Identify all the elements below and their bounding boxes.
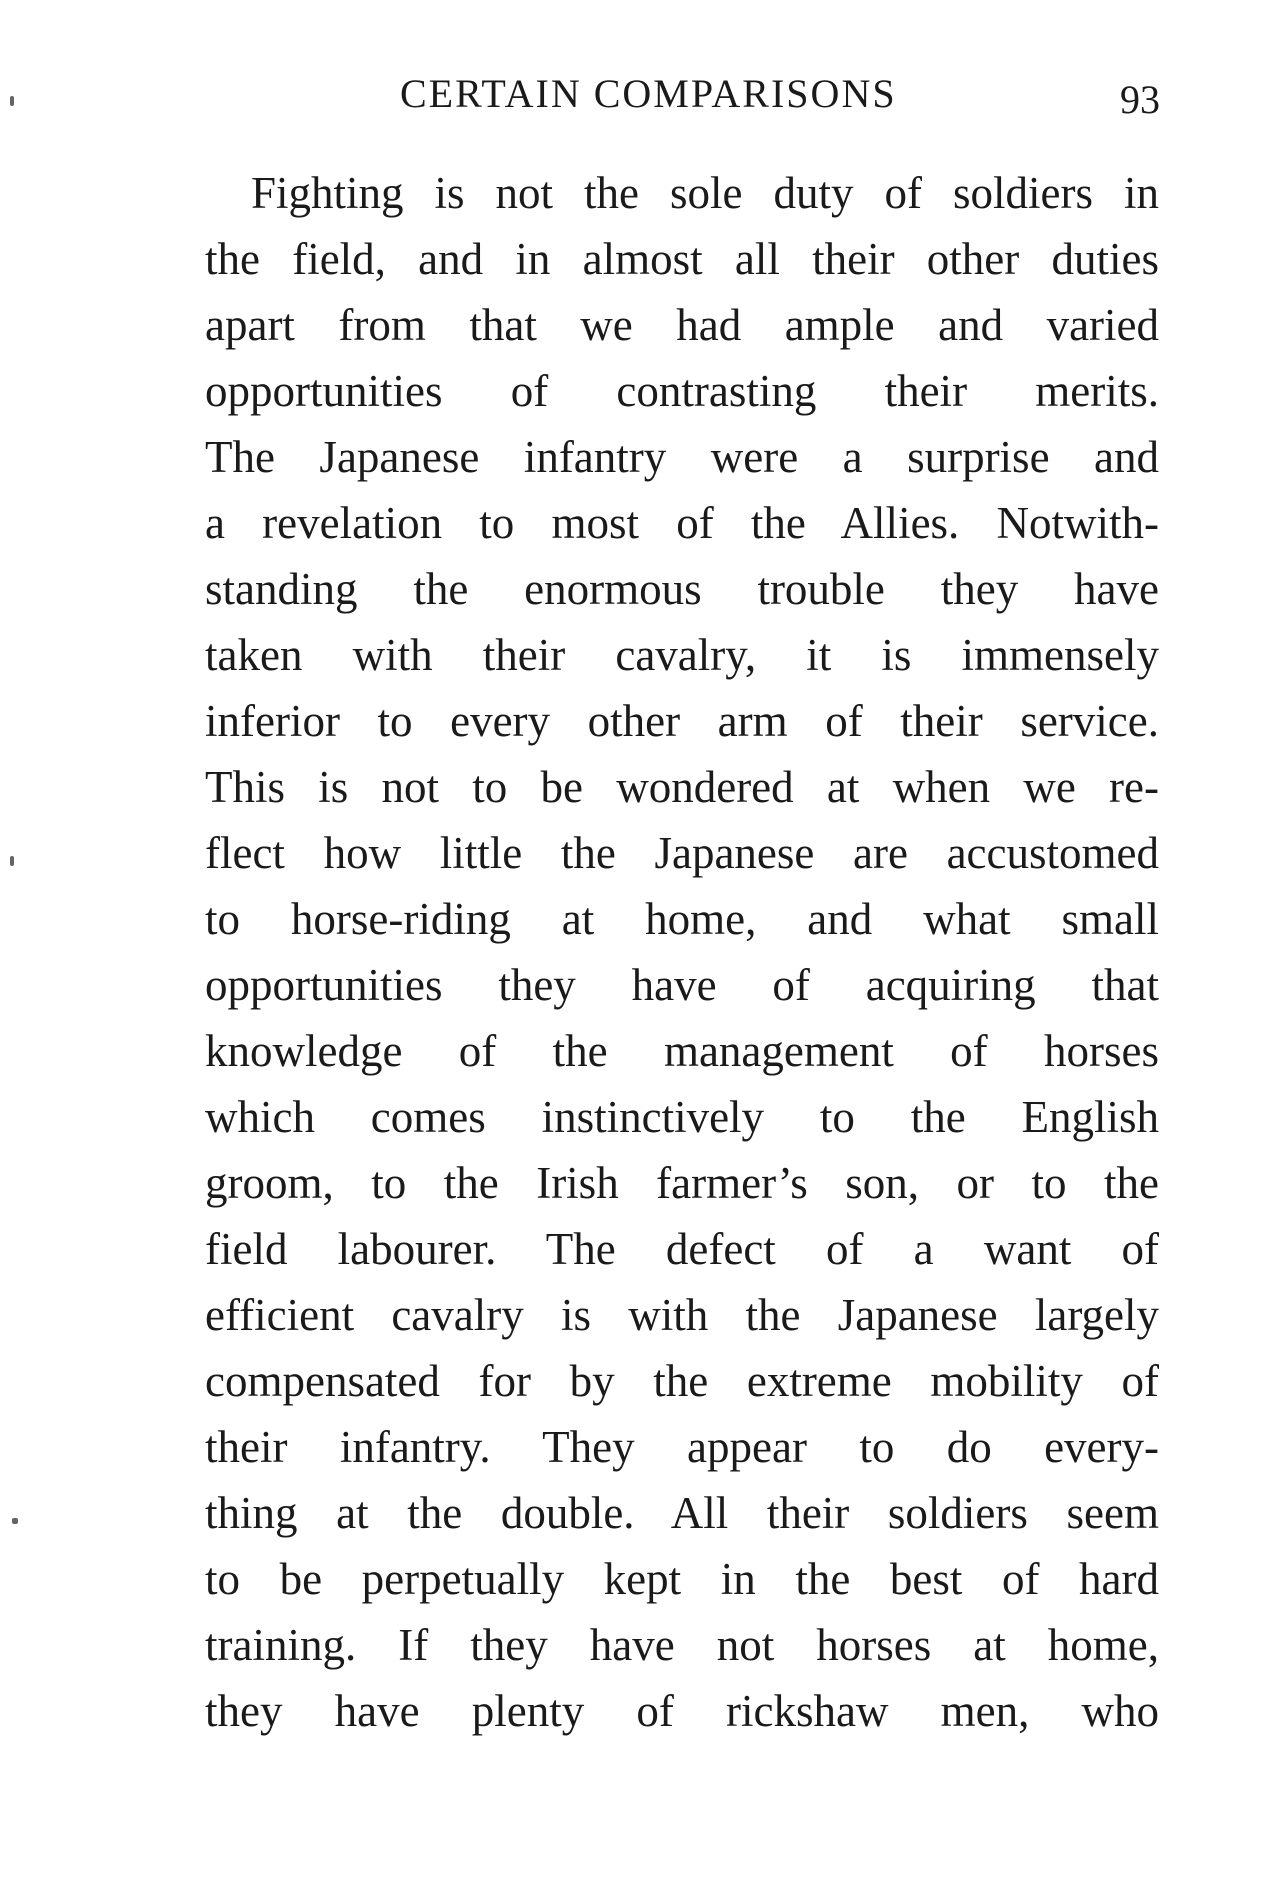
scan-speck bbox=[12, 1518, 18, 1524]
running-head bbox=[200, 66, 1160, 122]
text-line: to horse-riding at home, and what small bbox=[205, 894, 1159, 944]
text-line: their infantry. They appear to do every- bbox=[205, 1422, 1159, 1472]
text-line: opportunities of contrasting their merits. bbox=[205, 366, 1159, 416]
text-line: apart from that we had ample and varied bbox=[205, 300, 1159, 350]
scan-speck bbox=[10, 96, 14, 106]
scan-speck bbox=[10, 856, 14, 866]
text-line: to be perpetually kept in the best of hard bbox=[205, 1554, 1159, 1604]
text-line: inferior to every other arm of their service. bbox=[205, 696, 1159, 746]
text-line: field labourer. The defect of a want of bbox=[205, 1224, 1159, 1274]
text-line: groom, to the Irish farmer’s son, or to the bbox=[205, 1158, 1159, 1208]
text-line: they have plenty of rickshaw men, who bbox=[205, 1686, 1159, 1736]
body-text bbox=[205, 160, 1159, 1744]
text-line: Fighting is not the sole duty of soldiers in bbox=[251, 168, 1159, 218]
text-line: compensated for by the extreme mobility of bbox=[205, 1356, 1159, 1406]
text-line: the field, and in almost all their other duties bbox=[205, 234, 1159, 284]
text-line: a revelation to most of the Allies. Notwith- bbox=[205, 498, 1159, 548]
running-title: CERTAIN COMPARISONS bbox=[400, 71, 897, 116]
text-line: This is not to be wondered at when we re- bbox=[205, 762, 1159, 812]
text-line: which comes instinctively to the English bbox=[205, 1092, 1159, 1142]
text-line: flect how little the Japanese are accustomed bbox=[205, 828, 1159, 878]
text-line: thing at the double. All their soldiers seem bbox=[205, 1488, 1159, 1538]
text-line: standing the enormous trouble they have bbox=[205, 564, 1159, 614]
text-line: opportunities they have of acquiring that bbox=[205, 960, 1159, 1010]
text-line: knowledge of the management of horses bbox=[205, 1026, 1159, 1076]
text-line: taken with their cavalry, it is immensely bbox=[205, 630, 1159, 680]
text-line: training. If they have not horses at home, bbox=[205, 1620, 1159, 1670]
text-line: The Japanese infantry were a surprise and bbox=[205, 432, 1159, 482]
page-number: 93 bbox=[1120, 77, 1160, 122]
text-line: efficient cavalry is with the Japanese largely bbox=[205, 1290, 1159, 1340]
